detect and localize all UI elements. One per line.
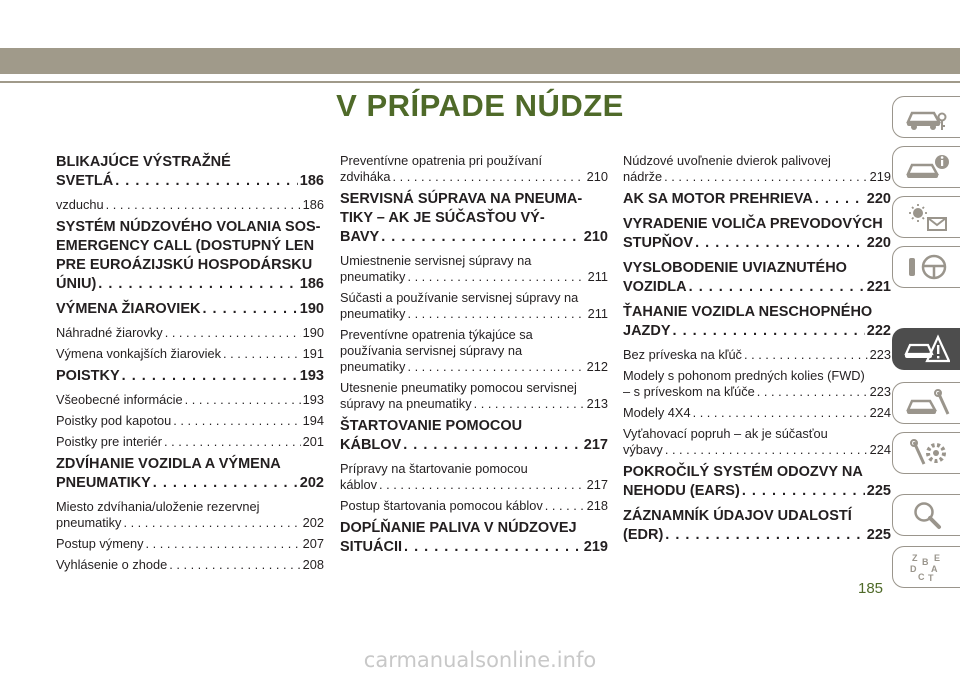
toc-entry-last-line — [340, 306, 608, 322]
toc-entry-text: EMERGENCY CALL (DOSTUPNÝ LEN — [56, 238, 315, 254]
dot-leader — [545, 498, 585, 514]
dot-leader — [381, 228, 582, 247]
toc-page-number: 223 — [869, 384, 891, 399]
toc-entry-last-line — [56, 474, 324, 493]
toc-entry-last-line — [340, 498, 608, 514]
toc-entry-text: Umiestnenie servisnej súpravy na — [340, 253, 532, 268]
toc-entry-last-line — [340, 228, 608, 247]
toc-page-number: 201 — [302, 434, 324, 449]
toc-page-number: 186 — [299, 173, 324, 189]
toc-entry-text: NEHODU (EARS) — [623, 483, 740, 499]
toc-entry-text: AK SA MOTOR PREHRIEVA — [623, 191, 813, 207]
toc-subentry[interactable] — [340, 153, 608, 185]
dot-leader — [664, 169, 868, 185]
page-number: 185 — [858, 580, 884, 597]
dot-leader — [122, 367, 298, 386]
toc-page-number: 213 — [586, 396, 608, 411]
index-letter: C — [917, 572, 924, 582]
toc-entry-text: Miesto zdvíhania/uloženie rezervnej — [56, 499, 260, 514]
toc-page-number: 210 — [586, 169, 608, 184]
toc-entry-text: Súčasti a používanie servisnej súpravy na — [340, 290, 579, 305]
toc-entry-last-line — [56, 197, 324, 213]
watermark: carmanualsonline.info — [363, 648, 597, 672]
toc-subentry[interactable] — [56, 346, 324, 362]
toc-entry-last-line — [56, 515, 324, 531]
toc-entry-text: ZDVÍHANIE VOZIDLA A VÝMENA — [56, 456, 281, 472]
toc-entry-last-line — [56, 434, 324, 450]
toc-section-heading[interactable] — [623, 259, 891, 297]
toc-entry-text: VOZIDLA — [623, 279, 687, 295]
toc-entry-text: BAVY — [340, 229, 380, 245]
wrench-gear-icon — [904, 438, 950, 468]
dot-leader — [403, 436, 582, 455]
toc-entry-last-line — [340, 396, 608, 412]
dot-leader — [757, 384, 868, 400]
toc-entry-text: DOPĹŇANIE PALIVA V NÚDZOVEJ — [340, 520, 577, 536]
toc-entry-text: výbavy — [623, 442, 663, 457]
toc-entry-text: nádrže — [623, 169, 663, 184]
dot-leader — [665, 526, 865, 545]
toc-entry-last-line — [623, 405, 891, 421]
toc-subentry[interactable] — [340, 253, 608, 285]
toc-entry-text: Preventívne opatrenia pri používaní — [340, 153, 543, 168]
toc-entry-text: SVETLÁ — [56, 173, 114, 189]
toc-entry-last-line — [56, 325, 324, 341]
toc-page-number: 193 — [299, 368, 324, 384]
toc-entry-text: pneumatiky — [340, 306, 406, 321]
toc-page-number: 219 — [869, 169, 891, 184]
toc-page-number: 224 — [869, 442, 891, 457]
toc-entry-last-line — [623, 526, 891, 545]
dot-leader — [693, 405, 868, 421]
dot-leader — [742, 482, 865, 501]
car-info-icon — [904, 152, 950, 182]
top-color-band — [0, 48, 960, 74]
dot-leader — [407, 306, 585, 322]
toc-entry-text: Prípravy na štartovanie pomocou — [340, 461, 528, 476]
dot-leader — [815, 190, 865, 209]
index-letter: B — [921, 557, 928, 567]
toc-entry-text: káblov — [340, 477, 377, 492]
dot-leader — [689, 278, 865, 297]
tab-search[interactable] — [892, 494, 960, 536]
dot-leader — [744, 347, 868, 363]
toc-subentry[interactable] — [623, 426, 891, 458]
toc-subentry[interactable] — [56, 499, 324, 531]
toc-section-heading[interactable] — [340, 190, 608, 247]
toc-entry-last-line — [340, 436, 608, 455]
toc-page-number: 222 — [866, 323, 891, 339]
toc-page-number: 202 — [299, 475, 324, 491]
dot-leader — [665, 442, 868, 458]
toc-page-number: 210 — [583, 229, 608, 245]
tab-car-info[interactable] — [892, 146, 960, 188]
dot-leader — [202, 300, 297, 319]
toc-subentry[interactable] — [56, 434, 324, 450]
toc-entry-last-line — [56, 275, 324, 294]
toc-entry-text: pneumatiky — [340, 269, 406, 284]
toc-section-heading[interactable] — [56, 153, 324, 191]
toc-entry-text: VYSLOBODENIE UVIAZNUTÉHO — [623, 260, 847, 276]
toc-subentry[interactable] — [56, 413, 324, 429]
toc-entry-last-line — [623, 190, 891, 209]
dot-leader — [185, 392, 301, 408]
toc-entry-last-line — [56, 367, 324, 386]
toc-entry-text: STUPŇOV — [623, 235, 694, 251]
dot-leader — [379, 477, 585, 493]
emergency-warning-icon — [904, 334, 950, 364]
toc-section-heading[interactable] — [340, 519, 608, 557]
toc-entry-text: POKROČILÝ SYSTÉM ODOZVY NA — [623, 464, 863, 480]
toc-entry-last-line — [623, 169, 891, 185]
toc-entry-last-line — [340, 538, 608, 557]
toc-entry-last-line — [623, 347, 891, 363]
toc-subentry[interactable] — [623, 347, 891, 363]
toc-page-number: 194 — [302, 413, 324, 428]
search-icon — [904, 500, 950, 530]
index-letter: A — [930, 564, 937, 574]
index-letter: E — [933, 553, 940, 563]
toc-section-heading[interactable] — [623, 190, 891, 209]
toc-page-number: 186 — [302, 197, 324, 212]
dot-leader — [173, 413, 300, 429]
toc-page-number: 190 — [299, 301, 324, 317]
toc-entry-last-line — [56, 172, 324, 191]
toc-page-number: 212 — [586, 359, 608, 374]
toc-entry-text: Náhradné žiarovky — [56, 325, 163, 340]
toc-section-heading[interactable] — [623, 463, 891, 501]
toc-section-heading[interactable] — [623, 303, 891, 341]
toc-page-number: 217 — [586, 477, 608, 492]
light-message-icon — [904, 202, 950, 232]
tab-maintenance[interactable] — [892, 382, 960, 424]
toc-entry-last-line — [623, 278, 891, 297]
toc-entry-text: Modely s pohonom predných kolies (FWD) — [623, 368, 865, 383]
dot-leader — [115, 172, 298, 191]
toc-entry-text: Vyťahovací popruh – ak je súčasťou — [623, 426, 828, 441]
toc-subentry[interactable] — [340, 461, 608, 493]
toc-entry-text: BLIKAJÚCE VÝSTRAŽNÉ — [56, 154, 231, 170]
toc-section-heading[interactable] — [623, 215, 891, 253]
toc-entry-text: ŤAHANIE VOZIDLA NESCHOPNÉHO — [623, 304, 873, 320]
toc-entry-last-line — [623, 234, 891, 253]
toc-entry-last-line — [56, 346, 324, 362]
toc-page-number: 190 — [302, 325, 324, 340]
dot-leader — [169, 557, 300, 573]
toc-subentry[interactable] — [56, 325, 324, 341]
toc-entry-text: SITUÁCII — [340, 539, 403, 555]
dot-leader — [106, 197, 301, 213]
toc-entry-text: pneumatiky — [56, 515, 122, 530]
toc-column-2 — [340, 153, 608, 563]
toc-entry-last-line — [56, 300, 324, 319]
dot-leader — [407, 269, 585, 285]
toc-subentry[interactable] — [340, 380, 608, 412]
toc-page-number: 191 — [302, 346, 324, 361]
tab-specifications[interactable] — [892, 432, 960, 474]
alphabet-index-icon — [904, 552, 950, 582]
toc-page-number: 202 — [302, 515, 324, 530]
dot-leader — [393, 169, 585, 185]
steering-wheel-icon — [904, 252, 950, 282]
dot-leader — [146, 536, 301, 552]
toc-section-heading[interactable] — [56, 218, 324, 294]
toc-entry-text: Poistky pod kapotou — [56, 413, 172, 428]
dot-leader — [123, 515, 300, 531]
toc-entry-last-line — [623, 482, 891, 501]
toc-entry-last-line — [56, 413, 324, 429]
toc-entry-text: ZÁZNAMNÍK ÚDAJOV UDALOSTÍ — [623, 508, 852, 524]
dot-leader — [164, 434, 301, 450]
dot-leader — [407, 359, 584, 375]
toc-page-number: 224 — [869, 405, 891, 420]
toc-entry-text: Núdzové uvoľnenie dvierok palivovej — [623, 153, 831, 168]
car-key-icon — [904, 102, 950, 132]
toc-entry-last-line — [340, 169, 608, 185]
toc-entry-text: ŠTARTOVANIE POMOCOU — [340, 418, 523, 434]
toc-entry-text: PNEUMATIKY — [56, 475, 151, 491]
toc-page-number: 193 — [302, 392, 324, 407]
toc-entry-text: VÝMENA ŽIAROVIEK — [56, 301, 201, 317]
toc-page-number: 207 — [302, 536, 324, 551]
toc-entry-text: Vyhlásenie o zhode — [56, 557, 168, 572]
toc-page-number: 221 — [866, 279, 891, 295]
index-letter: D — [909, 564, 916, 574]
toc-entry-text: SERVISNÁ SÚPRAVA NA PNEUMA- — [340, 191, 583, 207]
toc-entry-text: zdviháka — [340, 169, 391, 184]
toc-entry-text: Postup výmeny — [56, 536, 144, 551]
toc-subentry[interactable] — [623, 368, 891, 400]
tab-lights-messages[interactable] — [892, 196, 960, 238]
index-letter: Z — [911, 553, 917, 563]
toc-section-heading[interactable] — [56, 455, 324, 493]
index-letter: T — [927, 573, 933, 582]
toc-page-number: 208 — [302, 557, 324, 572]
toc-page-number: 211 — [587, 306, 608, 321]
toc-entry-text: Modely 4X4 — [623, 405, 691, 420]
toc-entry-last-line — [340, 477, 608, 493]
dot-leader — [695, 234, 865, 253]
toc-subentry[interactable] — [623, 405, 891, 421]
toc-subentry[interactable] — [623, 153, 891, 185]
toc-entry-text: POISTKY — [56, 368, 120, 384]
tab-index[interactable] — [892, 546, 960, 588]
toc-entry-last-line — [340, 359, 608, 375]
toc-page-number: 219 — [583, 539, 608, 555]
tab-car-key[interactable] — [892, 96, 960, 138]
toc-entry-text: VYRADENIE VOLIČA PREVODOVÝCH — [623, 216, 883, 232]
toc-page-number: 218 — [586, 498, 608, 513]
toc-subentry[interactable] — [340, 327, 608, 375]
top-divider-line — [0, 81, 960, 83]
toc-page-number: 220 — [866, 191, 891, 207]
toc-entry-text: Všeobecné informácie — [56, 392, 183, 407]
toc-entry-last-line — [56, 536, 324, 552]
dot-leader — [223, 346, 301, 362]
page-title: V PRÍPADE NÚDZE — [336, 88, 624, 123]
toc-entry-text: SYSTÉM NÚDZOVÉHO VOLANIA SOS- — [56, 219, 321, 235]
toc-entry-last-line — [56, 392, 324, 408]
toc-entry-text: vzduchu — [56, 197, 104, 212]
toc-entry-last-line — [623, 442, 891, 458]
toc-page-number: 223 — [869, 347, 891, 362]
toc-subentry[interactable] — [56, 536, 324, 552]
toc-entry-last-line — [340, 269, 608, 285]
toc-entry-last-line — [623, 384, 891, 400]
toc-entry-text: Výmena vonkajších žiaroviek — [56, 346, 222, 361]
dot-leader — [474, 396, 585, 412]
toc-entry-last-line — [56, 557, 324, 573]
toc-entry-text: JAZDY — [623, 323, 671, 339]
toc-page-number: 225 — [866, 483, 891, 499]
toc-section-heading[interactable] — [623, 507, 891, 545]
toc-subentry[interactable] — [340, 290, 608, 322]
toc-entry-text: súpravy na pneumatiky — [340, 396, 472, 411]
toc-entry-text: – s príveskom na kľúče — [623, 384, 755, 399]
toc-entry-text: Preventívne opatrenia týkajúce sa — [340, 327, 533, 342]
dot-leader — [153, 474, 298, 493]
tab-controls[interactable] — [892, 246, 960, 288]
toc-section-heading[interactable] — [340, 417, 608, 455]
toc-page-number: 211 — [587, 269, 608, 284]
toc-entry-last-line — [623, 322, 891, 341]
toc-page-number: 186 — [299, 276, 324, 292]
toc-subentry[interactable] — [56, 392, 324, 408]
dot-leader — [165, 325, 301, 341]
toc-entry-text: Bez príveska na kľúč — [623, 347, 742, 362]
dot-leader — [98, 275, 298, 294]
car-wrench-icon — [904, 388, 950, 418]
toc-entry-text: pneumatiky — [340, 359, 406, 374]
toc-page-number: 220 — [866, 235, 891, 251]
dot-leader — [404, 538, 582, 557]
toc-entry-text: (EDR) — [623, 527, 664, 543]
toc-entry-text: KÁBLOV — [340, 437, 402, 453]
toc-section-heading[interactable] — [56, 367, 324, 386]
toc-column-3 — [623, 153, 891, 551]
toc-subentry[interactable] — [56, 197, 324, 213]
toc-subentry[interactable] — [56, 557, 324, 573]
toc-entry-text: Poistky pre interiér — [56, 434, 162, 449]
toc-section-heading[interactable] — [56, 300, 324, 319]
toc-entry-text: TIKY – AK JE SÚČASŤOU VÝ- — [340, 210, 545, 226]
toc-subentry[interactable] — [340, 498, 608, 514]
toc-column-1 — [56, 153, 324, 578]
toc-page-number: 217 — [583, 437, 608, 453]
tab-emergency[interactable] — [892, 328, 960, 370]
toc-entry-text: ÚNIU) — [56, 276, 97, 292]
dot-leader — [673, 322, 865, 341]
toc-page-number: 225 — [866, 527, 891, 543]
toc-entry-text: Utesnenie pneumatiky pomocou servisnej — [340, 380, 577, 395]
toc-entry-text: používania servisnej súpravy na — [340, 343, 523, 358]
toc-entry-text: Postup štartovania pomocou káblov — [340, 498, 543, 513]
toc-entry-text: PRE EUROÁZIJSKÚ HOSPODÁRSKU — [56, 257, 313, 273]
